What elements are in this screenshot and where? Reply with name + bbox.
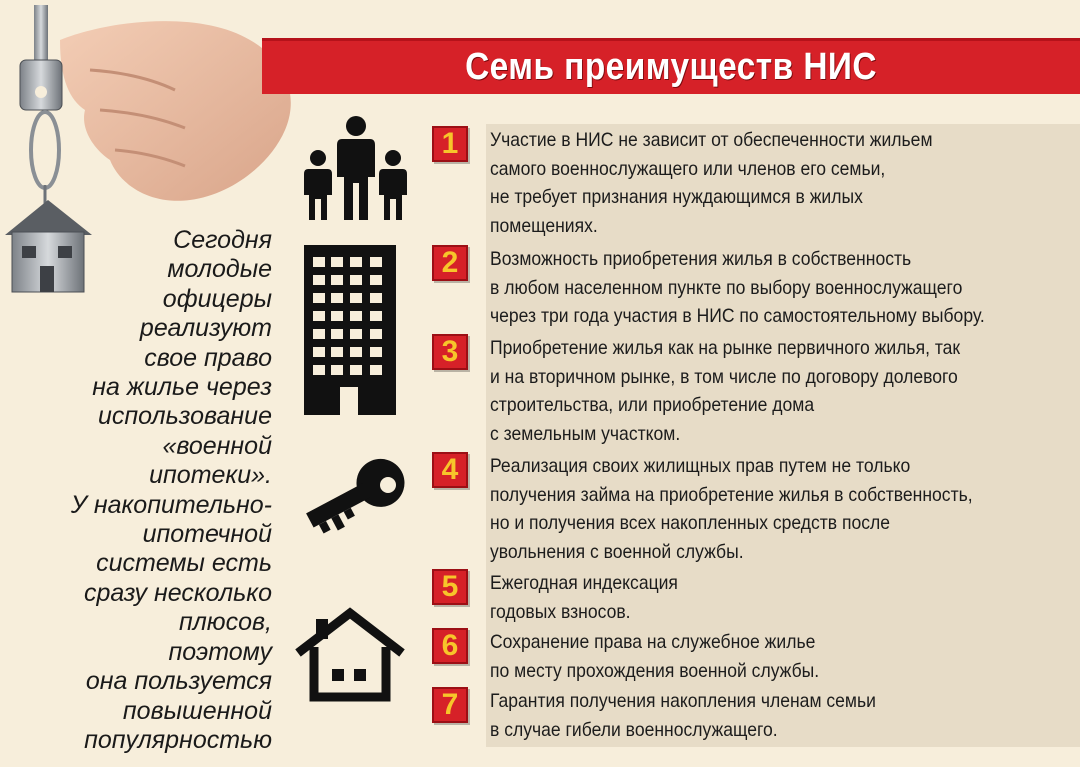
advantage-line: по месту прохождения военной службы. — [490, 659, 820, 682]
advantage-line: Возможность приобретения жилья в собственность — [490, 248, 912, 270]
advantage-row-6 — [432, 626, 1080, 688]
advantage-number: 5 — [432, 569, 468, 605]
advantage-number: 3 — [432, 334, 468, 370]
advantage-line: Приобретение жилья как на рынке первичного жилья, так — [490, 337, 961, 359]
advantage-number: 2 — [432, 245, 468, 281]
advantage-line: помещениях. — [490, 214, 598, 237]
intro-line: системы есть — [96, 549, 272, 578]
advantage-number: 6 — [432, 628, 468, 664]
advantage-number: 1 — [432, 126, 468, 162]
intro-line: реализуют — [139, 314, 272, 343]
advantage-line: строительства, или приобретение дома — [490, 394, 815, 416]
advantage-text — [486, 567, 1080, 629]
intro-line: свое право — [144, 343, 272, 372]
advantage-row-7 — [432, 685, 1080, 747]
advantage-line: и на вторичном рынке, в том числе по договору долевого — [490, 365, 958, 388]
intro-line: на жилье через — [92, 373, 272, 402]
intro-text — [40, 226, 272, 755]
advantage-text — [486, 332, 1080, 451]
advantage-line: Участие в НИС не зависит от обеспеченности жильем — [490, 129, 933, 151]
advantage-row-5 — [432, 567, 1080, 629]
advantage-text — [486, 450, 1080, 569]
advantage-line: получения займа на приобретение жилья в собственность, — [490, 483, 973, 506]
advantage-text — [486, 243, 1080, 334]
advantage-number: 4 — [432, 452, 468, 488]
intro-line: «военной — [162, 431, 272, 460]
advantage-line: через три года участия в НИС по самостоятельному выбору. — [490, 305, 985, 327]
advantage-number: 7 — [432, 687, 468, 723]
intro-line: повышенной — [122, 696, 272, 725]
intro-line: плюсов, — [178, 608, 272, 637]
advantage-text — [486, 626, 1080, 688]
key-icon — [296, 455, 412, 539]
title-banner — [262, 38, 1080, 94]
advantage-text — [486, 124, 1080, 243]
intro-line: ипотечной — [142, 520, 272, 549]
intro-line: сразу несколько — [84, 578, 272, 607]
advantage-line: не требует признания нуждающимся в жилых — [490, 186, 863, 208]
advantage-text — [486, 685, 1080, 747]
page-title: Семь преимуществ НИС — [465, 46, 877, 88]
intro-line: она пользуется — [85, 667, 272, 696]
intro-line: У накопительно- — [70, 490, 272, 519]
advantage-line: в любом населенном пункте по выбору военнослужащего — [490, 276, 963, 299]
intro-line: офицеры — [162, 284, 272, 313]
intro-line: Сегодня — [173, 226, 272, 254]
intro-line: поэтому — [168, 637, 272, 666]
building-icon — [304, 245, 396, 415]
family-icon — [300, 115, 412, 225]
advantage-row-1 — [432, 124, 1080, 243]
intro-line: ипотеки». — [149, 461, 272, 490]
advantage-line: годовых взносов. — [490, 600, 631, 623]
advantage-line: с земельным участком. — [490, 422, 681, 445]
advantage-line: увольнения с военной службы. — [490, 540, 744, 563]
house-icon — [292, 605, 408, 703]
advantage-line: но и получения всех накопленных средств после — [490, 512, 891, 534]
advantage-row-4 — [432, 450, 1080, 569]
advantage-line: в случае гибели военнослужащего. — [490, 718, 778, 741]
advantage-line: Ежегодная индексация — [490, 572, 678, 594]
intro-line: молодые — [167, 255, 272, 284]
advantage-row-2 — [432, 243, 1080, 334]
intro-line: популярностью — [84, 725, 272, 754]
advantage-line: самого военнослужащего или членов его семьи, — [490, 157, 886, 180]
advantage-line: Гарантия получения накопления членам семьи — [490, 690, 876, 712]
intro-line: использование — [98, 402, 272, 431]
advantage-line: Сохранение права на служебное жилье — [490, 631, 816, 653]
advantage-line: Реализация своих жилищных прав путем не только — [490, 455, 911, 477]
advantage-row-3 — [432, 332, 1080, 451]
